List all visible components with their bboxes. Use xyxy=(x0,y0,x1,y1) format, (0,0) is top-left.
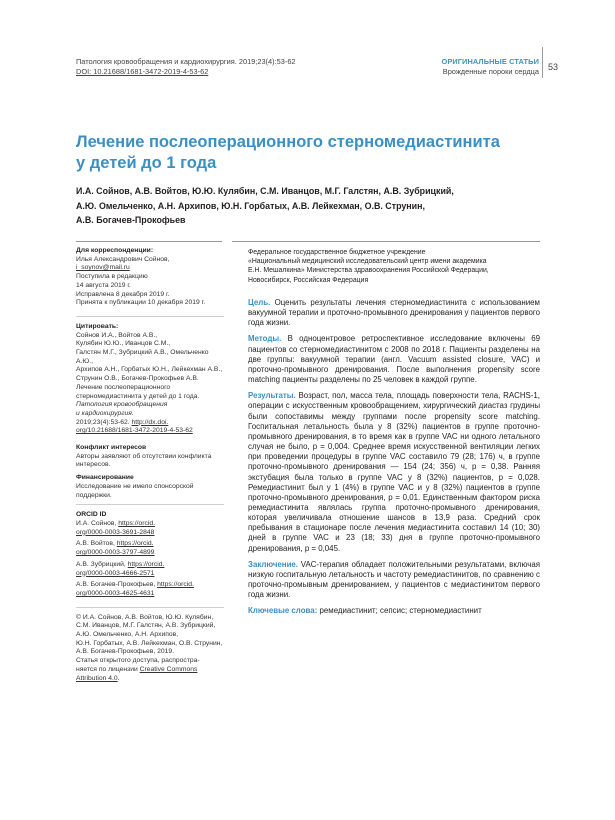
author-line: А.Ю. Омельченко, А.Н. Архипов, Ю.Н. Горбатых, А.В. Лейкехман, О.В. Струнин, xyxy=(76,200,425,211)
conclusion-label: Заключение. xyxy=(248,559,298,569)
author-line: А.В. Богачев-Прокофьев xyxy=(76,215,186,226)
citation-line: Галстян М.Г., Зубрицкий А.В., Омельченко А.Ю., xyxy=(76,349,209,365)
funding-text: Исследование не имело спонсорской xyxy=(76,482,194,490)
received-date: 14 августа 2019 г. xyxy=(76,281,131,289)
results-label: Результаты. xyxy=(248,391,296,401)
sidebar xyxy=(76,247,224,683)
affiliation-line: Е.Н. Мешалкина» Министерства здравоохранения Российской Федерации, xyxy=(248,267,489,275)
title-line: у детей до 1 года xyxy=(76,153,217,172)
results-text: Возраст, пол, масса тела, площадь поверхности тела, RACHS-1, операции с искусственным кровообращением, хирургический диастаз грудины были сопоставимы между группами после propensity score matching. Госпитальная летальность была у 8 (32%) пациентов в группе проточно-промывного дренирования, в то время как в группе VAC ни одного летального случая не было, p = 0,004. Среднее время искусственной вентиляции легких при проведении процедуры в группе VAC составило 79 (28; 176) ч, в группе проточно-промывного дренирования — 154 (24; 356) ч, p = 0,38. Ранняя экстубация была только в группе VAC у 8 (32%) пациентов, p = 0,028. Ремедиастинит был у 1 (4%) в группе VAC и у 8 (32%) пациентов в группе проточно-промывного дренирования, p = 0,01. Единственным фактором риска ремедиастинита являлась группа проточно-промывного дренирования, которая увеличивала отношение шансов в 13,9 раза. Средний срок пребывания в стационаре после лечения медиастинита составил 14 (10; 30) дней в группе VAC и 23 (18; 33) дня в группе проточно-промывного дренирования, p = 0,045. xyxy=(248,391,540,553)
orcid-link[interactable]: https://orcid. xyxy=(127,560,165,568)
citation-line: стерномедиастинита у детей до 1 года. xyxy=(76,392,200,400)
orcid-link[interactable]: org/0000-0003-4666-2571 xyxy=(76,569,155,577)
license-link[interactable]: Attribution 4.0 xyxy=(76,674,118,682)
correspondence-name: Илья Александрович Сойнов, xyxy=(76,255,170,263)
affiliation-line: Новосибирск, Российская Федерация xyxy=(248,276,369,284)
running-header xyxy=(76,57,296,77)
citation-journal: Патология кровообращения xyxy=(76,401,168,409)
revised-date: Исправлена 8 декабря 2019 г. xyxy=(76,290,170,298)
section-header xyxy=(441,57,539,77)
citation-line: Струнин О.В., Богачев-Прокофьев А.В. xyxy=(76,375,199,383)
copyright-line: С.М. Иванцов, М.Г. Галстян, А.В. Зубрицкий, xyxy=(76,622,216,630)
accepted-date: Принята к публикации 10 декабря 2019 г. xyxy=(76,299,206,307)
article-title xyxy=(76,132,536,173)
author-line: И.А. Сойнов, А.В. Войтов, Ю.Ю. Кулябин, С.М. Иванцов, М.Г. Галстян, А.В. Зубрицкий, xyxy=(76,186,454,196)
citation-heading: Цитировать: xyxy=(76,322,119,330)
affiliation-line: Федеральное государственное бюджетное учреждение xyxy=(248,249,426,256)
citation-ref-prefix: 2019;23(4):53-62. xyxy=(76,418,132,426)
right-column-rule xyxy=(232,241,540,242)
citation-line: Сойнов И.А., Войтов А.В., xyxy=(76,331,158,339)
orcid-entry xyxy=(76,540,224,557)
affiliation xyxy=(248,248,528,285)
sidebar-divider xyxy=(76,504,224,505)
orcid-entry xyxy=(76,581,224,598)
abstract-keywords xyxy=(248,606,540,616)
abstract-aim xyxy=(248,298,540,328)
copyright-block xyxy=(76,614,224,684)
conflict-text: Авторы заявляют об отсутствии конфликта xyxy=(76,452,212,460)
aim-text: Оценить результаты лечения стерномедиастинита с использованием вакуумной терапии и проточно-промывного дренирования у пациентов первого года жизни. xyxy=(248,298,540,328)
copyright-line: Статья открытого доступа, распростра- xyxy=(76,657,200,665)
correspondence-heading: Для корреспонденции: xyxy=(76,247,154,254)
methods-text: В одноцентровое ретроспективное исследование включены 69 пациентов со стерномедиастинитом с 2008 по 2018 г. Пациенты разделены на две группы: вакуумной терапии (англ. Vacuum assisted closure, VAC) и проточно-промывного дренирования. После выполнения propensity score matching пациенты разделены по 25 человек в каждой группе. xyxy=(248,334,540,385)
orcid-entry xyxy=(76,520,224,537)
copyright-line: А.В. Богачев-Прокофьев, 2019. xyxy=(76,648,175,656)
section-name: ОРИГИНАЛЬНЫЕ СТАТЬИ xyxy=(441,57,539,66)
citation-journal: и кардиохирургия. xyxy=(76,409,134,417)
conflict-block xyxy=(76,444,224,470)
doi-link[interactable]: DOI: 10.21688/1681-3472-2019-4-53-62 xyxy=(76,67,209,76)
sidebar-divider xyxy=(76,607,224,608)
received-label: Поступила в редакцию xyxy=(76,273,148,281)
title-line: Лечение послеоперационного стерномедиастинита xyxy=(76,133,500,151)
subsection-name: Врожденные пороки сердца xyxy=(442,67,539,76)
citation-doi-link[interactable]: org/10.21688/1681-3472-2019-4-53-62 xyxy=(76,427,193,435)
left-column-rule xyxy=(76,241,222,242)
orcid-entry xyxy=(76,561,224,578)
page-number: 53 xyxy=(548,62,559,72)
citation-block xyxy=(76,323,224,436)
orcid-link[interactable]: https://orcid. xyxy=(118,519,155,527)
citation-line: Лечение послеоперационного xyxy=(76,383,171,391)
copyright-line: © И.А. Сойнов, А.В. Войтов, Ю.Ю. Кулябин, xyxy=(76,613,214,621)
funding-text: поддержки. xyxy=(76,491,112,499)
citation-reference xyxy=(76,419,224,428)
conflict-heading: Конфликт интересов xyxy=(76,444,147,452)
license-suffix: . xyxy=(117,674,120,682)
orcid-author: И.А. Сойнов, xyxy=(76,519,119,527)
orcid-heading: ORCID ID xyxy=(76,511,107,519)
abstract-conclusion xyxy=(248,560,540,601)
header-divider xyxy=(542,47,543,78)
copyright-line: Ю.Н. Горбатых, А.В. Лейкехман, О.В. Струнин, xyxy=(76,639,223,647)
funding-block xyxy=(76,474,224,500)
orcid-author: А.В. Богачев-Прокофьев, xyxy=(76,581,158,589)
abstract-methods xyxy=(248,334,540,385)
funding-heading: Финансирование xyxy=(76,474,134,482)
license-prefix: няется по лицензии xyxy=(76,665,140,673)
citation-doi-link[interactable]: http://dx.doi. xyxy=(131,418,169,426)
copyright-line: А.Ю. Омельченко, А.Н. Архипов, xyxy=(76,631,179,639)
orcid-link[interactable]: https://orcid. xyxy=(116,540,154,548)
abstract-results xyxy=(248,391,540,554)
orcid-author: А.В. Зубрицкий, xyxy=(76,560,128,568)
affiliation-line: «Национальный медицинский исследовательский центр имени академика xyxy=(248,258,487,266)
author-list xyxy=(76,184,546,228)
sidebar-divider xyxy=(76,316,224,317)
orcid-author: А.В. Войтов, xyxy=(76,540,117,548)
orcid-link[interactable]: org/0000-0003-4625-4631 xyxy=(76,589,155,597)
orcid-link[interactable]: https://orcid. xyxy=(157,581,194,589)
methods-label: Методы. xyxy=(248,334,282,344)
keywords-text: ремедиастинит; сепсис; стерномедиастинит xyxy=(317,606,482,616)
orcid-link[interactable]: org/0000-0003-3691-2848 xyxy=(76,528,155,536)
conflict-text: интересов. xyxy=(76,461,111,469)
correspondence-block xyxy=(76,247,224,308)
aim-label: Цель. xyxy=(248,298,271,307)
orcid-link[interactable]: org/0000-0003-3797-4899 xyxy=(76,549,155,557)
orcid-block xyxy=(76,511,224,598)
abstract xyxy=(248,298,540,623)
journal-reference: Патология кровообращения и кардиохирургия. 2019;23(4):53-62 xyxy=(76,57,296,66)
correspondence-email[interactable]: i_soynov@mail.ru xyxy=(76,264,130,272)
keywords-label: Ключевые слова: xyxy=(248,606,318,616)
conclusion-text: VAC-терапия обладает положительными результатами, включая низкую госпитальную летальность и частоту ремедиастинитов, по сравнению с проточно-промывным дренированием, у пациентов с медиастинитом первого года жизни. xyxy=(248,559,540,600)
citation-line: Архипов А.Н., Горбатых Ю.Н., Лейкехман А.В., xyxy=(76,366,223,374)
license-link[interactable]: Creative Commons xyxy=(139,665,198,673)
citation-line: Кулябин Ю.Ю., Иванцов С.М., xyxy=(76,340,171,348)
